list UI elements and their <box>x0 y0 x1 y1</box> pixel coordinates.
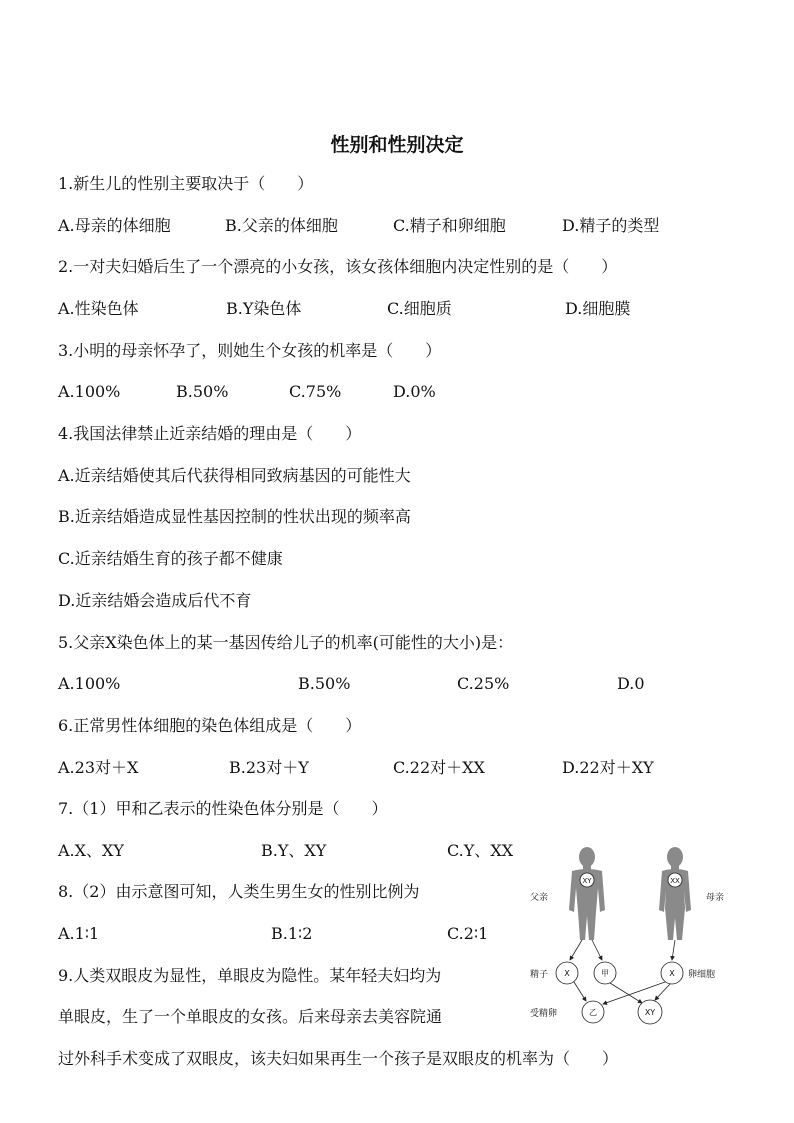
mother-figure <box>659 847 691 940</box>
q5-option-d: D.0 <box>617 674 645 693</box>
q4-option-c: C.近亲结婚生育的孩子都不健康 <box>58 549 283 568</box>
father-label: 父亲 <box>530 893 549 903</box>
father-figure <box>569 847 605 940</box>
q3-option-d: D.0% <box>393 382 436 401</box>
q5-option-b: B.50% <box>298 674 351 693</box>
zygote-xy-label: XY <box>644 1008 656 1017</box>
question-6-stem: 6.正常男性体细胞的染色体组成是（ ） <box>58 716 362 735</box>
q3-option-a: A.100% <box>58 382 121 401</box>
zygote-label: 受精卵 <box>530 1009 558 1019</box>
q4-option-a: A.近亲结婚使其后代获得相同致病基因的可能性大 <box>58 466 411 485</box>
q1-option-b: B.父亲的体细胞 <box>225 216 338 235</box>
q6-option-b: B.23对＋Y <box>229 758 309 777</box>
question-9-line-1: 9.人类双眼皮为显性，单眼皮为隐性。某年轻夫妇均为 <box>58 966 442 985</box>
sperm-x-label: X <box>564 969 570 978</box>
q2-option-b: B.Y染色体 <box>226 299 302 318</box>
q6-option-a: A.23对＋X <box>58 758 139 777</box>
q1-option-d: D.精子的类型 <box>562 216 660 235</box>
question-7-stem: 7.（1）甲和乙表示的性染色体分别是（ ） <box>58 799 388 818</box>
mother-chromosome-label: XX <box>670 877 680 885</box>
question-2-stem: 2.一对夫妇婚后生了一个漂亮的小女孩，该女孩体细胞内决定性别的是（ ） <box>58 257 618 276</box>
zygote-yi-label: 乙 <box>589 1008 597 1017</box>
q7-option-a: A.X、XY <box>58 841 124 860</box>
q1-option-a: A.母亲的体细胞 <box>58 216 171 235</box>
q5-option-c: C.25% <box>457 674 510 693</box>
question-8-stem: 8.（2）由示意图可知，人类生男生女的性别比例为 <box>58 882 420 901</box>
mother-label: 母亲 <box>706 893 725 903</box>
father-chromosome-label: XY <box>582 877 592 885</box>
q6-option-c: C.22对＋XX <box>393 758 485 777</box>
sperm-jia-label: 甲 <box>601 969 609 978</box>
sperm-label: 精子 <box>530 970 549 980</box>
question-3-stem: 3.小明的母亲怀孕了，则她生个女孩的机率是（ ） <box>58 341 442 360</box>
q8-option-c: C.2∶1 <box>447 924 489 943</box>
q2-option-c: C.细胞质 <box>387 299 452 318</box>
q4-option-b: B.近亲结婚造成显性基因控制的性状出现的频率高 <box>58 507 411 526</box>
q4-option-d: D.近亲结婚会造成后代不育 <box>58 591 252 610</box>
q2-option-d: D.细胞膜 <box>565 299 631 318</box>
sex-determination-diagram <box>520 840 740 1030</box>
question-5-stem: 5.父亲X染色体上的某一基因传给儿子的机率(可能性的大小)是： <box>58 633 514 652</box>
q6-option-d: D.22对＋XY <box>562 758 654 777</box>
q7-option-c: C.Y、XX <box>447 841 514 860</box>
question-4-stem: 4.我国法律禁止近亲结婚的理由是（ ） <box>58 424 362 443</box>
egg-label: 卵细胞 <box>688 970 716 980</box>
q2-option-a: A.性染色体 <box>58 299 139 318</box>
page-title: 性别和性别决定 <box>330 134 464 156</box>
question-9-line-3: 过外科手术变成了双眼皮，该夫妇如果再生一个孩子是双眼皮的机率为（ ） <box>58 1049 619 1068</box>
q5-option-a: A.100% <box>58 674 121 693</box>
q8-option-a: A.1∶1 <box>58 924 100 943</box>
q8-option-b: B.1∶2 <box>271 924 313 943</box>
q1-option-c: C.精子和卵细胞 <box>393 216 506 235</box>
egg-x-label: X <box>669 969 675 978</box>
question-1-stem: 1.新生儿的性别主要取决于（ ） <box>58 174 314 193</box>
question-9-line-2: 单眼皮，生了一个单眼皮的女孩。后来母亲去美容院通 <box>58 1007 443 1026</box>
q3-option-b: B.50% <box>176 382 229 401</box>
q7-option-b: B.Y、XY <box>261 841 327 860</box>
q3-option-c: C.75% <box>289 382 342 401</box>
